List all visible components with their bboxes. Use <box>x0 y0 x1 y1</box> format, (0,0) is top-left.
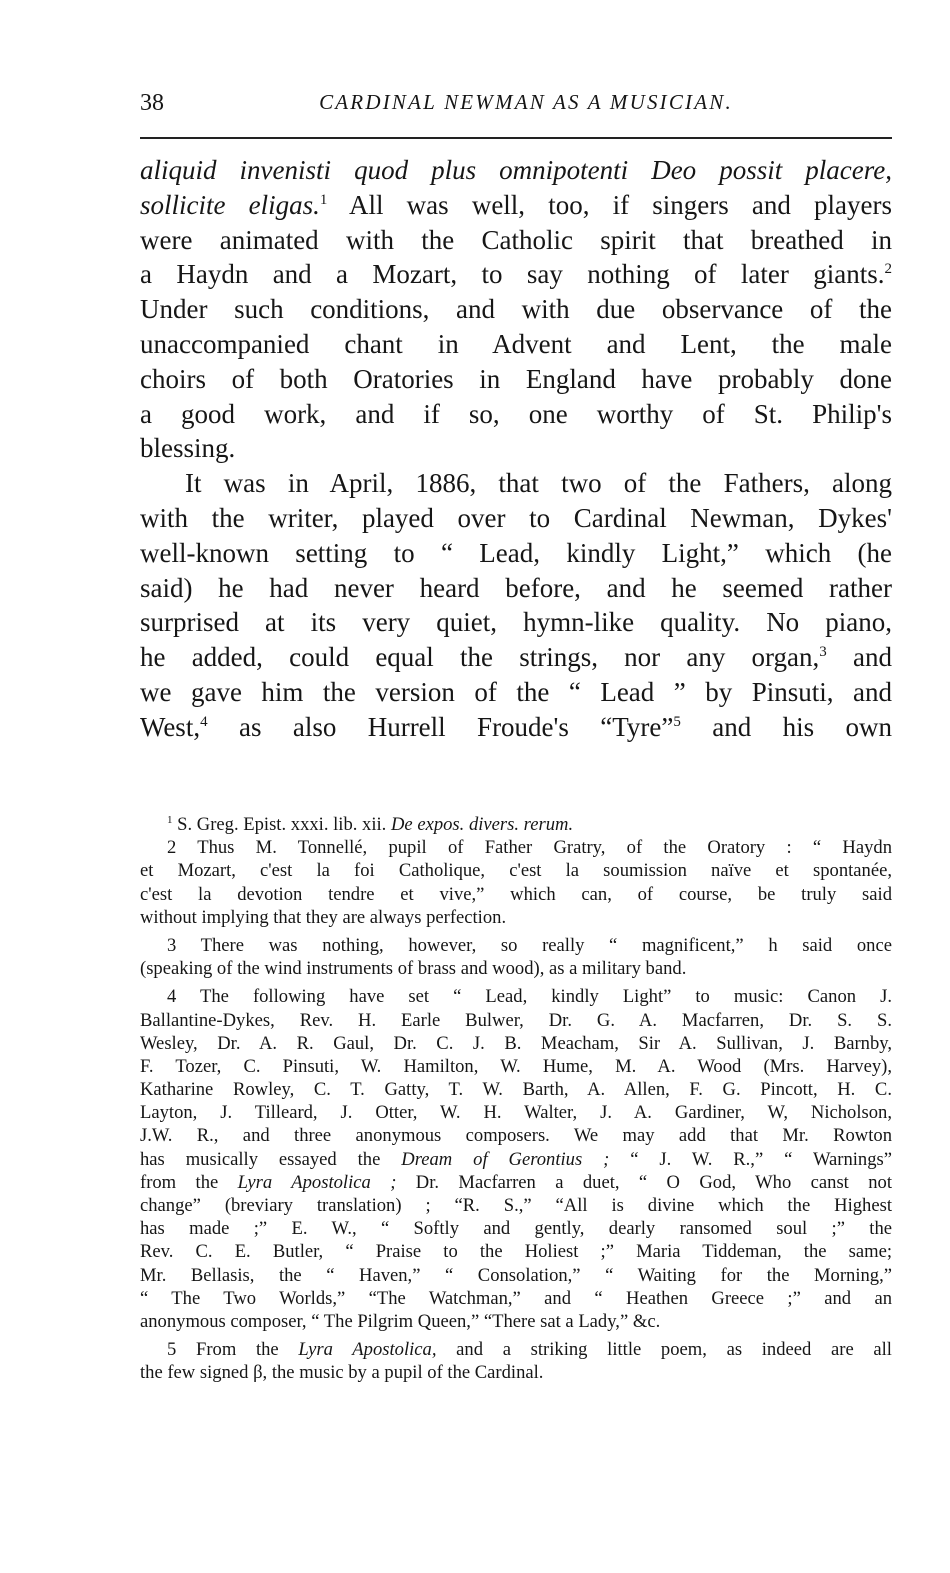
footnote-2-line: et Mozart, c'est la foi Catholique, c'est la soumission naïve et spontanée, <box>140 860 892 882</box>
footnote-ref: 1 <box>319 191 328 208</box>
footnote-ref: 4 <box>200 713 208 730</box>
footnote-4: 4 The following have set “ Lead, kindly Light” to music: Canon J. <box>167 986 892 1008</box>
footnote-2-line: c'est la devotion tendre et vive,” which can, of course, be truly said <box>140 883 892 905</box>
footnote-4-line: J.W. R., and three anonymous composers. We may add that Mr. Rowton <box>140 1125 892 1147</box>
running-title: CARDINAL NEWMAN AS A MUSICIAN. <box>319 90 733 114</box>
footnote-ref: 3 <box>819 644 827 661</box>
footnote-4-line: anonymous composer, “ The Pilgrim Queen,” “There sat a Lady,” &c. <box>140 1310 661 1332</box>
footnote-ref: 5 <box>673 713 681 730</box>
body-line: a good work, and if so, one worthy of St. Philip's <box>140 398 892 429</box>
body-line: we gave him the version of the “ Lead ” by Pinsuti, and <box>140 676 892 707</box>
footnote-4-line: “ The Two Worlds,” “The Watchman,” and “ Heathen Greece ;” and an <box>140 1287 892 1309</box>
footnote-4-line: Ballantine-Dykes, Rev. H. Earle Bulwer, Dr. G. A. Macfarren, Dr. S. S. <box>140 1009 892 1031</box>
footnote-4-line: Katharine Rowley, C. T. Gatty, T. W. Barth, A. Allen, F. G. Pincott, H. C. <box>140 1079 892 1101</box>
page-number: 38 <box>140 90 164 116</box>
footnote-2-line: without implying that they are always perfection. <box>140 906 507 928</box>
body-text <box>140 153 892 745</box>
footnote-4-line: change” (breviary translation) ; “R. S.,” “All is divine which the Highest <box>140 1195 892 1216</box>
body-line: Under such conditions, and with due observance of the <box>140 294 892 325</box>
footnotes <box>140 813 892 1385</box>
body-line: well-known setting to “ Lead, kindly Light,” which (he <box>140 537 892 568</box>
footnote-2: 2 Thus M. Tonnellé, pupil of Father Gratry, of the Oratory : “ Haydn <box>167 837 892 859</box>
footnote-4-line: has musically essayed the Dream of Gerontius ; “ J. W. R.,” “ Warnings” <box>140 1148 892 1170</box>
footnote-5-line: the few signed β, the music by a pupil of the Cardinal. <box>140 1362 544 1384</box>
body-line: sollicite eligas.$^1$ All was well, too, if singers and players <box>140 189 892 220</box>
footnote-3: 3 There was nothing, however, so really “ magnificent,” h said once <box>167 934 892 956</box>
footnote-4-line: Layton, J. Tilleard, J. Otter, W. H. Walter, J. A. Gardiner, W, Nicholson, <box>140 1102 892 1124</box>
body-line <box>140 153 892 188</box>
body-line: were animated with the Catholic spirit that breathed in <box>140 224 892 255</box>
body-line: unaccompanied chant in Advent and Lent, the male <box>140 328 892 359</box>
footnote-ref: 2 <box>884 261 892 278</box>
page-header <box>140 88 892 118</box>
body-line: surprised at its very quiet, hymn-like quality. No piano, <box>140 607 892 638</box>
body-line: It was in April, 1886, that two of the Fathers, along <box>185 468 892 499</box>
footnote-4-line: Mr. Bellasis, the “ Haven,” “ Consolation,” “ Waiting for the Morning,” <box>140 1264 892 1286</box>
footnote-4-line: from the Lyra Apostolica ; Dr. Macfarren a duet, “ O God, Who canst not <box>140 1171 892 1193</box>
footnote-4-line: has made ;” E. W., “ Softly and gently, dearly ransomed soul ;” the <box>140 1218 892 1240</box>
footnote-3-line: (speaking of the wind instruments of brass and wood), as a military band. <box>140 958 687 980</box>
footnote-4-line: F. Tozer, C. Pinsuti, W. Hamilton, W. Hume, M. A. Wood (Mrs. Harvey), <box>140 1055 892 1077</box>
latin-quote: sollicite eligas. <box>140 189 320 220</box>
latin-quote: aliquid invenisti quod plus omnipotenti Deo possit placere, <box>140 155 892 185</box>
footnote-4-line: Rev. C. E. Butler, “ Praise to the Holiest ;” Maria Tiddeman, the same; <box>140 1241 892 1263</box>
body-line: choirs of both Oratories in England have probably done <box>140 363 892 394</box>
body-line: West,$^4$ as also Hurrell Froude's “Tyre”$^5$ and his own <box>140 711 892 742</box>
body-line: said) he had never heard before, and he seemed rather <box>140 572 892 603</box>
footnote-1: $^1$ S. Greg. Epist. xxxi. lib. xii. De expos. divers. rerum. <box>167 814 574 835</box>
body-line: a Haydn and a Mozart, to say nothing of later giants.$^2$ <box>140 259 892 290</box>
footnote-5: 5 From the Lyra Apostolica, and a striking little poem, as indeed are all <box>167 1339 892 1361</box>
footnote-4-line: Wesley, Dr. A. R. Gaul, Dr. C. J. B. Meacham, Sir A. Sullivan, J. Barnby, <box>140 1032 892 1054</box>
body-line: with the writer, played over to Cardinal Newman, Dykes' <box>140 502 892 533</box>
header-rule <box>140 137 892 139</box>
body-line: blessing. <box>140 433 236 464</box>
body-line: he added, could equal the strings, nor any organ,$^3$ and <box>140 642 892 673</box>
